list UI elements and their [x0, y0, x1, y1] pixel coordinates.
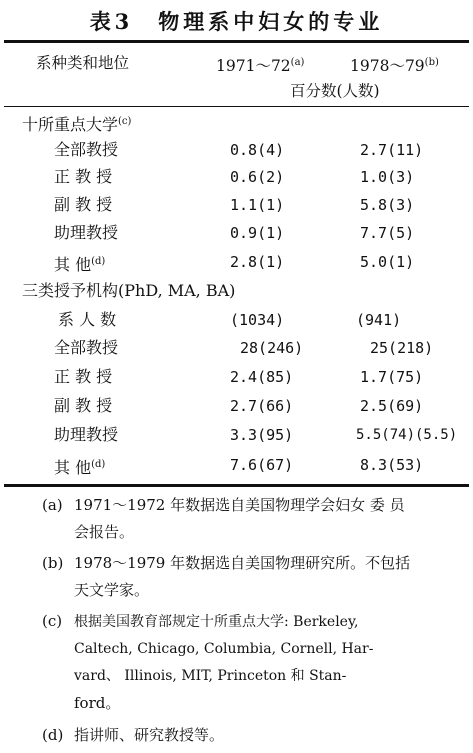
header-1978-sup: (b) — [424, 57, 439, 68]
footnote-c-label: (c) — [42, 612, 63, 630]
table-cell-1978: 25(218) — [370, 339, 434, 357]
table-cell-1971: (1034) — [230, 311, 285, 329]
table-cell-1978: 5.8(3) — [360, 196, 415, 214]
table-row-label: 全部教授 — [54, 140, 119, 159]
footnote-b-line2: 天文学家。 — [74, 581, 150, 599]
footnote-a-line2: 会报告。 — [74, 523, 135, 541]
table-cell-1978: (941) — [356, 311, 402, 329]
top-rule — [4, 40, 469, 43]
table-cell-1971: 28(246) — [240, 339, 304, 357]
footnote-c-line1: 根据美国教育部规定十所重点大学: Berkeley, — [74, 614, 359, 630]
footnote-d-label: (d) — [42, 726, 64, 744]
table-cell-1971: 7.6(67) — [230, 456, 294, 474]
table-row-label-text: 其 他 — [54, 458, 92, 477]
header-rule — [4, 106, 469, 107]
section-label-ten-universities — [22, 111, 131, 136]
header-1971-sup: (a) — [290, 57, 305, 68]
table-cell-1978: 1.0(3) — [360, 168, 415, 186]
footnote-c-line3: vard、 Illinois, MIT, Princeton 和 Stan- — [74, 668, 347, 684]
table-row-label-sup: (d) — [91, 256, 106, 267]
footnote-b-label: (b) — [42, 554, 64, 572]
footnote-b — [42, 550, 466, 604]
header-1971-text: 1971～72 — [216, 57, 291, 75]
footnote-b-line1: 1978～1979 年数据选自美国物理研究所。不包括 — [74, 554, 411, 572]
table-row-label-text: 其 他 — [54, 255, 92, 274]
footnote-c-line4: ford。 — [74, 694, 121, 712]
table-cell-1978: 5.5(74)(5.5) — [356, 427, 458, 443]
table-cell-1971: 3.3(95) — [230, 426, 294, 444]
footnote-a — [42, 492, 466, 546]
table-row-label: 系 人 数 — [58, 310, 117, 329]
bottom-rule — [4, 484, 469, 487]
table-row-label: 正 教 授 — [54, 167, 113, 186]
section-label-text: 十所重点大学 — [22, 115, 119, 134]
table-row-label: 助理教授 — [54, 223, 119, 242]
footnote-c — [42, 608, 466, 717]
table-title: 表3 物理系中妇女的专业 — [89, 9, 384, 34]
table-row-label: 副 教 授 — [54, 396, 113, 415]
table-cell-1978: 1.7(75) — [360, 368, 424, 386]
footnote-a-label: (a) — [42, 496, 63, 514]
table-row-label: 正 教 授 — [54, 367, 113, 386]
header-1978-text: 1978～79 — [350, 57, 425, 75]
table-cell-1971: 2.8(1) — [230, 253, 285, 271]
header-category: 系种类和地位 — [36, 54, 130, 72]
table-cell-1971: 0.6(2) — [230, 168, 285, 186]
footnote-a-line1: 1971～1972 年数据选自美国物理学会妇女 委 员 — [74, 496, 405, 514]
table-row-label-sup: (d) — [91, 459, 106, 470]
table-cell-1978: 8.3(53) — [360, 456, 424, 474]
table-cell-1978: 2.7(11) — [360, 141, 424, 159]
table-row-label-other — [54, 454, 105, 479]
table-cell-1978: 7.7(5) — [360, 224, 415, 242]
table-row-label: 副 教 授 — [54, 195, 113, 214]
table-row-label: 助理教授 — [54, 425, 119, 444]
table-cell-1971: 2.4(85) — [230, 368, 294, 386]
table-cell-1971: 2.7(66) — [230, 397, 294, 415]
table-row-label: 全部教授 — [54, 338, 119, 357]
table-cell-1978: 2.5(69) — [360, 397, 424, 415]
table-cell-1971: 0.9(1) — [230, 224, 285, 242]
table-cell-1971: 1.1(1) — [230, 196, 285, 214]
table-cell-1971: 0.8(4) — [230, 141, 285, 159]
table-cell-1978: 5.0(1) — [360, 253, 415, 271]
header-unit: 百分数(人数) — [290, 82, 380, 100]
section-label-three-institutions: 三类授予机构(PhD, MA, BA) — [22, 281, 236, 300]
footnote-c-line2: Caltech, Chicago, Columbia, Cornell, Har- — [74, 641, 374, 657]
section-label-sup: (c) — [118, 116, 132, 127]
header-1978 — [350, 52, 439, 77]
table-row-label-other — [54, 251, 105, 276]
header-1971 — [216, 52, 304, 77]
footnote-d-line1: 指讲师、研究教授等。 — [74, 726, 225, 744]
footnote-d — [42, 722, 466, 749]
